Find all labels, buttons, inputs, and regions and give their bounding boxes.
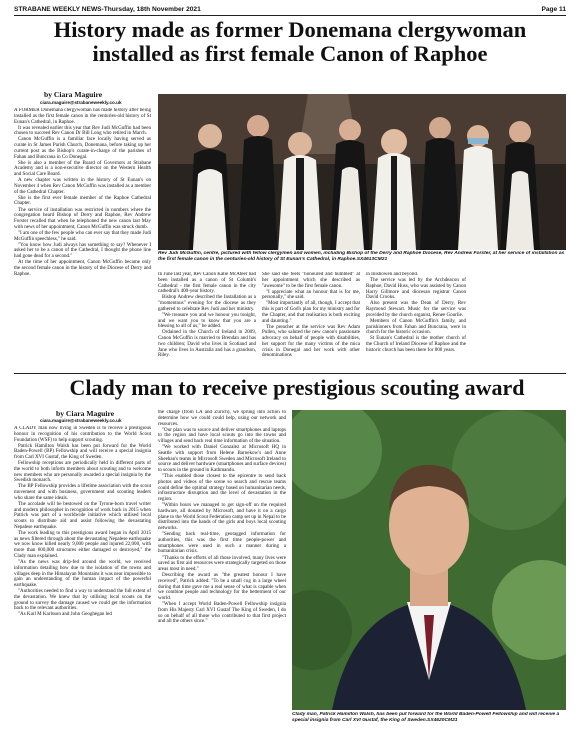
story1-column-3 — [262, 272, 360, 372]
story2-email: ciara.maguire@strabaneweekly.co.uk — [40, 418, 122, 423]
paragraph: "Authorities needed to find a way to understand the full extent of the devastation. We knew that by utilising local scouts on the ground to survey the damage caused we could get the information back to the relevant authorities. — [14, 588, 151, 612]
paragraph: The service was led by the Archdeacon of Raphoe, David Huss, who was assisted by Canon Harry Gillmore and diocesan registrar Canon David Crooks. — [366, 277, 466, 301]
page-header — [14, 4, 566, 16]
paragraph: At the time of her appointment, Canon McGuffin became only the second female canon in the history of the Diocese of Derry and Raphoe. — [14, 259, 151, 277]
paragraph: She said she feels "honoured and humbled" at her appointment which she described as "awesome" to be the first female canon. — [262, 272, 360, 289]
paper-dateline: STRABANE WEEKLY NEWS-Thursday, 18th November 2021 — [14, 6, 201, 13]
paragraph: "We worked with Daniel Gonzalez at Microsoft HQ in Seattle with support from Helene Barnekow's and Anne Sheehan's teams in Microsoft Sweden and Microsoft Ireland to source and deliver hardware (smartphones and surface devices) to scouts in the ground in Kathmandu. — [158, 444, 286, 474]
story1-column-4 — [366, 272, 466, 372]
page-number: Page 11 — [541, 6, 566, 13]
paragraph: "We treasure you and we honour you tonight, and we want you to know that you are a blessing to all of us," he added. — [158, 311, 256, 330]
story1-photo-caption: Rev Judi McGuffin, centre, pictured with fellow clergymen and women, including Bishop of the Derry and Raphoe Diocese, Rev Andrew Forster, at her service of installation as the first female canon in the centuries-old history of St Eunan's Cathedral, in Raphoe.SX4613CM21 — [158, 251, 565, 262]
patrick-walsh-portrait — [292, 410, 566, 710]
paragraph: Fellowship receptions are periodically held in different parts of the world to both inform members about scouting and to welcome new members who are personally awarded a special insignia by the Swedish monarch. — [14, 460, 151, 484]
paragraph: Patrick Hamilton Walsh has been put forward for the World Baden-Powell (BP) Fellowship and will receive a special insignia from Carl XVI Gustaf, the King of Sweden. — [14, 442, 151, 461]
paragraph: "I appreciate what an honour that is for me, personally," she said. — [262, 288, 360, 301]
story2-column-1 — [14, 426, 151, 731]
paragraph: Also present was the Dean of Derry, Rev Raymond Stewart. Music for the service was provided by the church organist, Renee Gourlie. — [366, 300, 466, 318]
paragraph: "As the news was drip-fed around the world, we received information detailing how due to the isolation of the towns and villages deep in the Himalayan Mountains it was near impossible to gain an understanding of the human impact of the powerful earthquake. — [14, 559, 151, 589]
paragraph: Canon McGuffin is a familiar face locally having served as curate in St James Parish Church, Donemana, before taking up her current post as the Bishop's curate-in-charge of the parishes of Fahan and Buncrana in Co Donegal. — [14, 136, 151, 160]
paragraph: "You know how Judi always has something to say? Whenever I asked her to be a canon of the Cathedral, I thought the phone line had gone dead for a second." — [14, 241, 151, 260]
story2-headline: Clady man to receive prestigious scouting award — [69, 375, 525, 400]
story2-photo-caption: Clady man, Patrick Hamilton Walsh, has been put forward for the World Baden-Powell Fellowship and will receive a special insignia from Carl XVI Gustaf, the King of Sweden.SX4620CM21 — [292, 712, 560, 723]
paragraph: A new chapter was written in the history of St Eunan's on November 4 when Rev Canon McGuffin was installed as a member of the Cathedral Chapter. — [14, 177, 151, 195]
paragraph: "As Karl M Karlsson and John Geoghegan led — [18, 611, 112, 618]
paragraph: Members of Canon McGuffin's family, and parishioners from Fahan and Buncrana, were in church for the historic occasion. — [366, 317, 466, 336]
paragraph: "When I accept World Baden-Powell Fellowship insignia from His Majesty Carl XVI Gustaf The King of Sweden, I do so on behalf of all those who contributed to that first project and all the others since." — [158, 601, 286, 625]
paragraph: "This enabled those closest to the epicentre to send back photos and videos of the scene so search and rescue teams could define the optimal strategy based on humanitarian needs, infrastructure disruption and the level of devastation in the region. — [158, 473, 286, 503]
story1-email: ciara.maguire@strabaneweekly.co.uk — [40, 100, 122, 105]
paragraph: The work leading to this prestigious award began in April 2015 as news filtered through about the devastating Nepalese earthquake we now know killed nearly 9,000 people and injured 22,000, with more than 600,000 structures either damaged or destroyed," the Clady man explained. — [14, 529, 151, 559]
story-divider — [14, 373, 566, 374]
paragraph: A FORMER Donemana clergywoman has made history after being installed as the first female canon in the centuries-old history of St Eunan's Cathedral, in Raphoe. — [14, 108, 151, 125]
paragraph: She is also a member of the Board of Governors at Strabane Academy and is a non-executive director on the Western Health and Social Care Board. — [14, 159, 151, 178]
paragraph: St Eunan's Cathedral is the mother church of the Church of Ireland Diocese of Raphoe and the historic church has been there for 800 years. — [366, 335, 466, 353]
paragraph: She is the first ever female member of the Raphoe Cathedral Chapter. — [14, 194, 151, 207]
paragraph: "I am one of the few people who can ever say that they made Judi McGuffin speechless," he said. — [14, 229, 151, 242]
paragraph: "Sending back real-time, geotagged information for authorities, this was the first time people-power and smartphones were used in such a manner during a humanitarian crisis. — [158, 531, 286, 555]
paragraph: Bishop Andrew described the Installation as a "momentous" evening for the diocese as they gathered to celebrate Rev Judi and her ministry. — [158, 294, 256, 312]
paragraph: In June last year, Rev Canon Katie McAteer had been installed as a canon of St Columb's Cathedral - the first female canon in the city cathedral's 400-year history. — [158, 272, 256, 295]
paragraph: The preacher at the service was Rev Adam Pullen, who saluted the new canon's passionate advocacy on behalf of people with disabilities, her support for the many victims of the mica crisis in Donegal and her work with other denominations — [262, 323, 360, 359]
story1-byline: by Ciara Maguire — [44, 90, 103, 99]
paragraph: Ordained in the Church of Ireland in 2009, Canon McGuffin is married to Brendan and has two children; David who lives in Scotland and Jane who lives in Australia and has a grandson, Riley. — [158, 329, 256, 359]
story2-byline: by Ciara Maguire — [56, 409, 115, 418]
paragraph: A CLADY man now living in Sweden is to receive a prestigious honour in recognition of his contribution to the World Scout Foundation (WSF) to help support scouting. — [14, 426, 151, 443]
paragraph: "Within hours we managed to get sign-off on the required hardware, all donated by Microsoft, and have it on a cargo plane to the World Scout Federation camp set up in Nepal to be distributed into the hands of the girls and boys local scouting networks. — [158, 502, 286, 532]
paragraph: The accolade will be bestowed on the Tyrone-born travel writer and modern philosopher in recognition of work back in 2015 when Patrick was part of a worldwide initiative which utilised local scouts to distribute aid and assist following the devastating Nepalese earthquake. — [14, 500, 151, 530]
paragraph: "Most importantly of all, though, I accept that this is part of God's plan for my ministry and for the Chapter, and that realisation is both exciting and daunting." — [262, 300, 360, 324]
clergy-group-photo — [158, 94, 566, 250]
story1-headline: History made as former Donemana clergywoman installed as first female Canon of Raphoe — [53, 17, 527, 66]
paragraph: The BP Fellowship provides a lifetime association with the scout movement and with business, government and scouting leaders who share the same ideals. — [14, 483, 151, 501]
story1-column-2 — [158, 272, 256, 372]
paragraph: Describing the award as "the greatest honour I have received", Patrick added: "To be a small cog in a large wheel during that time gave me a real sense of what is capable when we combine people and technology for the betterment of our world. — [158, 572, 286, 602]
paragraph: in Inishowen and beyond. — [366, 272, 419, 277]
paragraph: the charge (from LA and Zurich), we sprung into action to determine how we could could help, using our network and resources. — [158, 410, 286, 427]
paragraph: It was revealed earlier this year that Rev Judi McGuffin had been chosen to succeed Rev Canon Dr Bill Long who retired in March. — [14, 124, 151, 137]
paragraph: The service of installation was restricted in numbers where the congregation heard Bishop of Derry and Raphoe, Rev Andrew Forster recalled that when he telephoned the new canon last May with news of her appointment, Canon McGuffin was struck dumb. — [14, 206, 151, 230]
paragraph: "Thanks to the efforts of all those involved, many lives were saved as first aid resources were strategically targeted on those areas most in need." — [158, 554, 286, 573]
paragraph: "Our plan was to source and deliver smartphones and laptops to the region and have local scouts go into the towns and villages and send back real time information of the situation. — [158, 426, 286, 445]
story1-column-1 — [14, 108, 151, 372]
story2-column-2 — [158, 410, 286, 731]
